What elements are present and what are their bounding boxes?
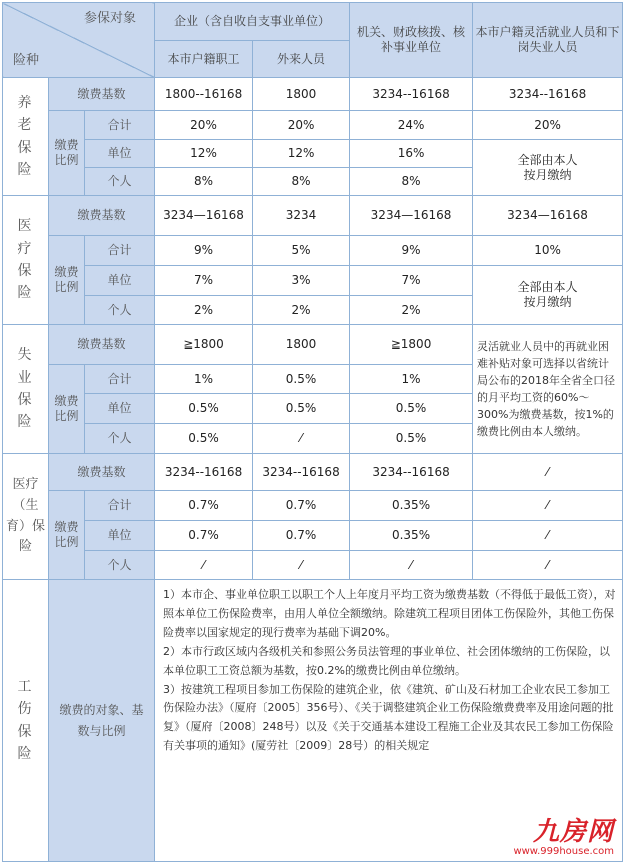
maternity-base-flexible: ⁄	[473, 454, 623, 491]
medical-total-label: 合计	[85, 236, 155, 266]
unemployment-unit-local: 0.5%	[155, 394, 253, 424]
social-insurance-table	[2, 2, 623, 862]
medical-individual-government: 2%	[350, 296, 473, 325]
pension-flexible-note: 全部由本人按月缴纳	[473, 140, 623, 196]
unemployment-unit-label: 单位	[85, 394, 155, 424]
watermark-logo: 九房网	[533, 817, 615, 847]
insured-header: 参保对象	[84, 11, 137, 26]
medical-individual-local: 2%	[155, 296, 253, 325]
unemployment-individual-migrant: ⁄	[253, 424, 350, 454]
watermark	[513, 819, 614, 857]
unemployment-base-migrant: 1800	[253, 325, 350, 365]
unemployment-total-label: 合计	[85, 365, 155, 394]
unemployment-unit-migrant: 0.5%	[253, 394, 350, 424]
medical-base-government: 3234—16168	[350, 196, 473, 236]
pension-total-government: 24%	[350, 111, 473, 140]
medical-unit-government: 7%	[350, 266, 473, 296]
maternity-unit-migrant: 0.7%	[253, 521, 350, 551]
medical-individual-label: 个人	[85, 296, 155, 325]
pension-individual-local: 8%	[155, 168, 253, 196]
medical-label: 医疗保险	[3, 196, 49, 325]
medical-total-local: 9%	[155, 236, 253, 266]
enterprise-header: 企业（含自收自支事业单位）	[155, 3, 350, 41]
insurance-type-header: 险种	[13, 52, 40, 68]
pension-individual-label: 个人	[85, 168, 155, 196]
pension-label: 养老保险	[3, 78, 49, 196]
medical-unit-local: 7%	[155, 266, 253, 296]
migrant-header: 外来人员	[253, 41, 350, 78]
unemployment-total-local: 1%	[155, 365, 253, 394]
unemployment-base-label: 缴费基数	[49, 325, 155, 365]
medical-total-flexible: 10%	[473, 236, 623, 266]
header-corner	[3, 3, 155, 78]
unemployment-individual-government: 0.5%	[350, 424, 473, 454]
pension-base-flexible: 3234--16168	[473, 78, 623, 111]
maternity-base-local: 3234--16168	[155, 454, 253, 491]
maternity-unit-government: 0.35%	[350, 521, 473, 551]
pension-individual-migrant: 8%	[253, 168, 350, 196]
medical-total-government: 9%	[350, 236, 473, 266]
unemployment-ratio-label: 缴费比例	[49, 365, 85, 454]
maternity-base-migrant: 3234--16168	[253, 454, 350, 491]
maternity-total-label: 合计	[85, 491, 155, 521]
pension-total-flexible: 20%	[473, 111, 623, 140]
unemployment-unit-government: 0.5%	[350, 394, 473, 424]
injury-description	[155, 580, 623, 862]
injury-paragraph-2: 2）本市行政区域内各级机关和参照公务员法管理的事业单位、社会团体缴纳的工伤保险，以本单位职工工资总额为基数，按0.2%的缴费比例由单位缴纳。	[163, 644, 611, 677]
watermark-url: www.999house.com	[513, 846, 615, 857]
medical-unit-label: 单位	[85, 266, 155, 296]
maternity-total-migrant: 0.7%	[253, 491, 350, 521]
flexible-header: 本市户籍灵活就业人员和下岗失业人员	[473, 3, 623, 78]
unemployment-base-local: ≧1800	[155, 325, 253, 365]
maternity-ratio-label: 缴费比例	[49, 491, 85, 580]
pension-unit-label: 单位	[85, 140, 155, 168]
maternity-total-government: 0.35%	[350, 491, 473, 521]
maternity-individual-local: ⁄	[155, 551, 253, 580]
injury-paragraph-3: 3）按建筑工程项目参加工伤保险的建筑企业，依《建筑、矿山及石材加工企业农民工参加工伤保险办法》（厦府〔2005〕356号）、《关于调整建筑企业工伤保险缴费费率及用途问题的批复》（厦府〔2008〕248号）以及《关于交通基本建设工程施工企业及其农民工参加工伤保险有关事项的通知》(厦劳社〔2009〕28号）的相关规定	[163, 682, 614, 753]
medical-base-migrant: 3234	[253, 196, 350, 236]
pension-total-local: 20%	[155, 111, 253, 140]
pension-unit-local: 12%	[155, 140, 253, 168]
unemployment-flexible-note: 灵活就业人员中的再就业困难补贴对象可选择以省统计局公布的2018年全省全口径的月平均工资的60%～300%为缴费基数，按1%的缴费比例由本人缴纳。	[473, 325, 623, 454]
maternity-total-local: 0.7%	[155, 491, 253, 521]
injury-paragraph-1: 1）本市企、事业单位职工以职工个人上年度月平均工资为缴费基数（不得低于最低工资），对照本单位工伤保险费率，由用人单位全额缴纳。除建筑工程项目团体工伤保险外，其他工伤保险费率以国家规定的现行费率为基础下调20%。	[163, 588, 616, 639]
unemployment-individual-label: 个人	[85, 424, 155, 454]
maternity-unit-local: 0.7%	[155, 521, 253, 551]
pension-base-migrant: 1800	[253, 78, 350, 111]
pension-base-label: 缴费基数	[49, 78, 155, 111]
medical-total-migrant: 5%	[253, 236, 350, 266]
unemployment-total-government: 1%	[350, 365, 473, 394]
medical-flexible-note: 全部由本人按月缴纳	[473, 266, 623, 325]
medical-base-flexible: 3234—16168	[473, 196, 623, 236]
pension-base-government: 3234--16168	[350, 78, 473, 111]
injury-label: 工伤保险	[3, 580, 49, 862]
government-header: 机关、财政核拨、核补事业单位	[350, 3, 473, 78]
maternity-individual-flexible: ⁄	[473, 551, 623, 580]
pension-individual-government: 8%	[350, 168, 473, 196]
pension-base-local: 1800--16168	[155, 78, 253, 111]
maternity-individual-label: 个人	[85, 551, 155, 580]
pension-unit-government: 16%	[350, 140, 473, 168]
pension-total-label: 合计	[85, 111, 155, 140]
unemployment-individual-local: 0.5%	[155, 424, 253, 454]
injury-items-label: 缴费的对象、基数与比例	[49, 580, 155, 862]
medical-base-label: 缴费基数	[49, 196, 155, 236]
pension-ratio-label: 缴费比例	[49, 111, 85, 196]
maternity-base-government: 3234--16168	[350, 454, 473, 491]
pension-total-migrant: 20%	[253, 111, 350, 140]
maternity-unit-flexible: ⁄	[473, 521, 623, 551]
maternity-base-label: 缴费基数	[49, 454, 155, 491]
maternity-individual-migrant: ⁄	[253, 551, 350, 580]
maternity-unit-label: 单位	[85, 521, 155, 551]
medical-unit-migrant: 3%	[253, 266, 350, 296]
medical-individual-migrant: 2%	[253, 296, 350, 325]
pension-unit-migrant: 12%	[253, 140, 350, 168]
unemployment-total-migrant: 0.5%	[253, 365, 350, 394]
medical-base-local: 3234—16168	[155, 196, 253, 236]
local-header: 本市户籍职工	[155, 41, 253, 78]
maternity-label: 医疗（生育）保险	[3, 454, 49, 580]
unemployment-base-government: ≧1800	[350, 325, 473, 365]
medical-ratio-label: 缴费比例	[49, 236, 85, 325]
maternity-total-flexible: ⁄	[473, 491, 623, 521]
unemployment-label: 失业保险	[3, 325, 49, 454]
maternity-individual-government: ⁄	[350, 551, 473, 580]
